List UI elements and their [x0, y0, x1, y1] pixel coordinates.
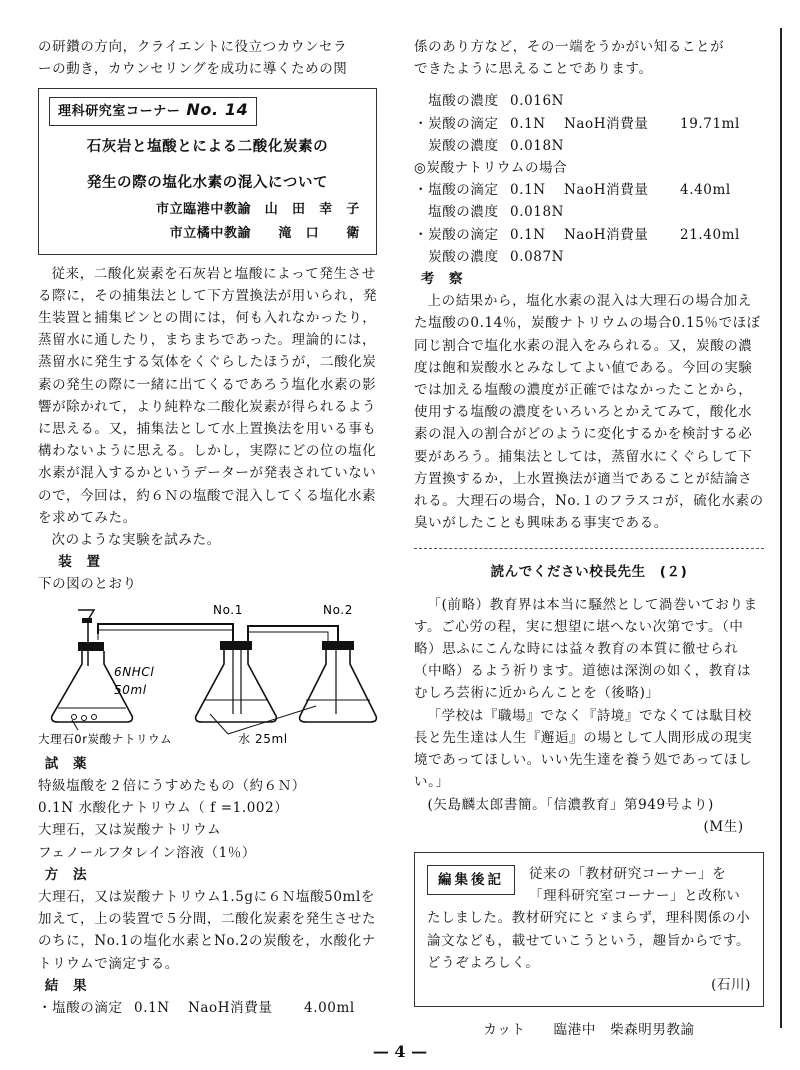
- tube-2-inner: [248, 632, 328, 641]
- result-label: ・塩酸の滴定: [38, 1000, 123, 1017]
- intro-line: ーの動き，カウンセリングを成功に導くための関: [38, 61, 348, 78]
- cut-credit: カット 臨港中 柴森明男教諭: [483, 1022, 695, 1039]
- discussion-text: 上の結果から，塩化水素の混入は大理石の場合加えた塩酸の0.14％，炭酸ナトリウムの場合0.15％でほぼ同じ割合で塩化水素の混入をみられる。又，炭酸の濃度は飽和炭酸水とみなしてよい値である。今回の実験では加える塩酸の濃度が正確ではなかったことから，使用する塩酸の濃度をいろいろとかえてみて，酸化水素の混入の割合がどのように変化するかを検討する必要があろう。捕集法としては，蒸留水にくぐらして下方置換するか，上水置換法が適当であることが結論される。大理石の場合，No.１のフラスコが，硫化水素の臭いがしたことも興味ある事実である。: [414, 293, 764, 532]
- reagent-item: フェノールフタレイン溶液（1％）: [38, 844, 256, 861]
- marble-piece: [82, 715, 87, 720]
- result-label: ・塩酸の滴定: [414, 182, 499, 199]
- result-row: [414, 135, 764, 157]
- result-normality: 0.1N: [134, 1000, 170, 1017]
- apparatus-text: 下の図のとおり: [38, 576, 137, 593]
- result-normality: 0.018N: [510, 204, 565, 221]
- article-title-line2: 発生の際の塩化水素の混入について: [86, 174, 329, 191]
- corner-title: 理科研究室コーナー: [58, 104, 181, 120]
- result-label: 炭酸の濃度: [414, 137, 499, 154]
- result-label: 塩酸の濃度: [414, 93, 499, 110]
- author-2: 市立橘中教諭 滝 口 衛: [169, 225, 360, 241]
- apparatus-figure: [38, 596, 383, 746]
- stopcock: [82, 618, 92, 623]
- tube-1: [98, 624, 233, 641]
- page-number: — 4 —: [372, 1042, 428, 1061]
- reagent-item: 大理石，又は炭酸ナトリウム: [38, 822, 222, 839]
- method-text: 大理石，又は炭酸ナトリウム1.5gに６Ｎ塩酸50mlを加えて，上の装置で５分間，二酸化炭素を発生させたのちに，No.1の塩化水素とNo.2の炭酸を，水酸化ナトリウムで滴定する。: [38, 889, 377, 972]
- result-value: 4.40ml: [680, 182, 731, 199]
- corner-number: No. 14: [186, 100, 249, 120]
- quote-2: 「学校は『職場』でなく『詩境』でなくては駄目校長と先生達は人生『邂逅』の場として人間形成の現実境であってほしい。いい先生達を養う処であってほしい。」: [414, 707, 753, 791]
- result-measure: NaoH消費量: [564, 182, 649, 199]
- label-no1: No.1: [213, 602, 243, 617]
- result-row: [414, 224, 764, 246]
- result-row: [414, 157, 764, 179]
- result-row: [414, 113, 764, 135]
- result-measure: [564, 246, 680, 268]
- result-normality: 0.016N: [510, 93, 565, 110]
- stopper-1: [220, 641, 252, 650]
- right-column: [414, 36, 764, 1041]
- body-paragraph: 従来，二酸化炭素を石灰岩と塩酸によって発生させる際に，その捕集法として下方置換法が用いられ，発生装置と捕集ビンとの間には，何も入れなかったり，蒸留水に通したり，まちまちであった。理論的には，蒸留水に発生する気体をくぐらしたほうが，二酸化炭素の発生の際に一緒に出てくるであろう塩化水素の影響が除かれて，より純粋な二酸化炭素が得られるように思える。又，捕集法として水上置換法を用いる事も構わないように思える。しかし，実際にどの位の塩化水素が混入するかというデーターが発表されていないので，今回は，約６Ｎの塩酸で混入してくる塩化水素を求めてみた。: [38, 265, 378, 526]
- result-measure: [564, 90, 680, 112]
- stopper-2: [322, 641, 354, 650]
- heading-method: 方 法: [44, 866, 88, 883]
- label-no2: No.2: [323, 602, 353, 617]
- flask-no1: [196, 650, 277, 722]
- body-paragraph: 次のような実験を試みた。: [51, 532, 221, 549]
- left-column: [38, 36, 383, 1019]
- result-value: 4.00ml: [304, 1000, 355, 1017]
- editor-note-label: 編集後記: [427, 865, 515, 895]
- author-1: 市立臨港中教諭 山 田 幸 子: [155, 201, 360, 217]
- result-row: [414, 179, 764, 201]
- result-measure: [564, 201, 680, 223]
- intro-line: の研鑽の方向，クライエントに役立つカウンセラ: [38, 39, 348, 55]
- flask-no2: [300, 650, 377, 722]
- tube-2: [248, 626, 338, 641]
- result-measure: NaoH消費量: [188, 1000, 273, 1017]
- reagent-item: 0.1N 水酸化ナトリウム（ f =1.002）: [38, 800, 289, 817]
- article-header-box: [38, 88, 377, 254]
- heading-results: 結 果: [44, 977, 88, 994]
- label-water: 水 25ml: [238, 731, 288, 746]
- label-marble: 大理石0r炭酸ナトリウム: [38, 731, 173, 746]
- reagent-item: 特級塩酸を２倍にうすめたもの（約６Ｎ）: [38, 778, 306, 795]
- result-measure: NaoH消費量: [564, 115, 649, 132]
- result-normality: 0.018N: [510, 137, 565, 154]
- heading-reagents: 試 薬: [44, 755, 88, 772]
- label-hcl: 6NHCl: [114, 664, 155, 679]
- result-value: 21.40ml: [680, 226, 740, 243]
- section-divider: [414, 548, 764, 549]
- quote-signature: (M生): [703, 818, 744, 835]
- result-measure: [564, 135, 680, 157]
- editor-note-text: 従来の「教材研究コーナー」を「理科研究室コーナー」と改称いたしました。教材研究にとゞまらず，理科関係の小論文なども，載せていこうという，趣旨からです。どうぞよろしく。: [427, 865, 751, 971]
- heading-apparatus: 装 置: [58, 554, 101, 571]
- result-label: ・炭酸の滴定: [414, 226, 499, 243]
- principal-title: 読んでください校長先生 (２): [490, 564, 688, 581]
- label-volume: 50ml: [114, 682, 147, 697]
- marble-piece: [72, 714, 77, 719]
- article-title-line1: 石灰岩と塩酸とによる二酸化炭素の: [86, 138, 329, 155]
- result-normality: 0.1N: [510, 226, 546, 243]
- result-normality: 0.087N: [510, 248, 565, 265]
- marble-piece: [92, 714, 97, 719]
- heading-discussion: 考 察: [420, 271, 464, 288]
- result-label: ◎炭酸ナトリウムの場合: [414, 160, 568, 177]
- result-normality: 0.1N: [510, 182, 546, 199]
- tube-1-inner: [98, 630, 233, 647]
- corner-label: [49, 97, 257, 125]
- result-value: 19.71ml: [680, 115, 740, 132]
- quote-1: 「(前略）教育界は本当に騒然として渦巻いております。ご心労の程，実に想望に堪へない次第です。（中略）思ふにこんな時には益々教育の本質に徹せられ（中略）るよう祈ります。道徳は深渕の如く，教育はむしろ芸術に近からんことを（後略)」: [414, 596, 758, 702]
- result-row: [38, 997, 383, 1019]
- editor-note-box: [414, 852, 764, 1007]
- stopper-0: [78, 642, 104, 651]
- result-label: 塩酸の濃度: [414, 204, 499, 221]
- result-label: 炭酸の濃度: [414, 248, 499, 265]
- cont-line: できたように思えることであります。: [414, 61, 653, 78]
- result-row: [414, 246, 764, 268]
- result-row: [414, 90, 764, 112]
- cont-line: 係のあり方など，その一端をうかがい知ることが: [414, 39, 725, 55]
- quote-source: (矢島麟太郎書簡。「信濃教育」第949号より): [427, 796, 714, 813]
- editor-note-sign: (石川): [711, 976, 751, 993]
- result-measure: NaoH消費量: [564, 226, 649, 243]
- result-row: [414, 201, 764, 223]
- result-normality: 0.1N: [510, 115, 546, 132]
- result-label: ・炭酸の滴定: [414, 115, 499, 132]
